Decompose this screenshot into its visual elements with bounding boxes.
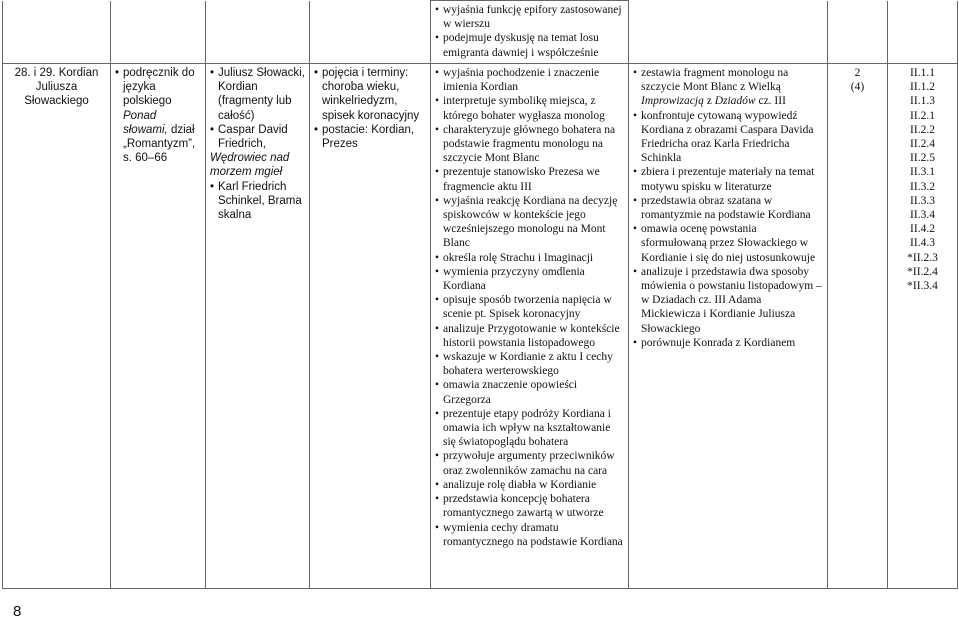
basic-objective-item: • omawia znaczenie opowieści Grzegorza (435, 378, 624, 406)
standard-code: *II.2.3 (907, 251, 938, 264)
standard-code: II.3.1 (910, 166, 935, 179)
hours-extra: (4) (850, 81, 865, 94)
standard-code: II.2.1 (910, 109, 935, 122)
extended-objective-item: • porównuje Konrada z Kordianem (633, 336, 823, 350)
textbook-cell (111, 64, 206, 589)
basic-objective-item: • analizuje rolę diabła w Kordianie (435, 478, 624, 492)
continued-row (3, 1, 958, 64)
standard-code: II.2.5 (910, 152, 935, 165)
extended-objective-item: • omawia ocenę powstania sformułowaną przez Słowackiego w Kordianie i się do niej ustosunkowuje (633, 222, 823, 265)
basic-objective-item: • analizuje Przygotowanie w kontekście historii powstania listopadowego (435, 322, 624, 350)
standard-code: II.3.4 (910, 209, 935, 222)
terms-cell (310, 64, 431, 589)
objective-item: • wyjaśnia funkcję epifory zastosowanej w wierszu (435, 3, 624, 31)
term-item: • pojęcia i terminy: choroba wieku, winkelriedyzm, spisek koronacyjny (314, 66, 426, 123)
basic-objective-item: • wyjaśnia reakcję Kordiana na decyzję spiskowców w kontekście jego wcześniejszego monologu na Mont Blanc (435, 194, 624, 251)
extended-objective-item: • analizuje i przedstawia dwa sposoby mówienia o powstaniu listopadowym – w Dziadach cz. III Adama Mickiewicza i Kordianie Juliusza Słowackiego (633, 265, 823, 336)
lesson-title: 28. i 29. Kordian Juliusza Słowackiego (14, 67, 99, 108)
basic-objective-item: • interpretuje symbolikę miejsca, z którego bohater wygłasza monolog (435, 94, 624, 122)
standard-code: II.1.2 (910, 81, 935, 94)
text-item: Wędrowiec nad morzem mgieł (210, 152, 290, 179)
basic-objective-item: • prezentuje stanowisko Prezesa we fragmencie aktu III (435, 165, 624, 193)
basic-objective-item: • prezentuje etapy podróży Kordiana i omawia ich wpływ na kształtowanie się światopoglądu bohatera (435, 407, 624, 450)
continued-objectives-cell (431, 1, 629, 64)
basic-objective-item: • przywołuje argumenty przeciwników oraz zwolenników zamachu na cara (435, 449, 624, 477)
hours-cell (828, 64, 888, 589)
basic-objective-item: • wskazuje w Kordianie z aktu I cechy bohatera werterowskiego (435, 350, 624, 378)
basic-objective-item: • wymienia przyczyny omdlenia Kordiana (435, 265, 624, 293)
text-item: • Juliusz Słowacki, Kordian (fragmenty lub całość) (210, 66, 305, 123)
standard-code: II.2.4 (910, 138, 935, 151)
basic-objectives-cell (431, 64, 629, 589)
extended-objective-item: • przedstawia obraz szatana w romantyzmie na podstawie Kordiana (633, 194, 823, 222)
standards-cell (888, 64, 958, 589)
term-item: • postacie: Kordian, Prezes (314, 123, 426, 151)
text-item: • Caspar David Friedrich, (210, 123, 305, 151)
objective-item: • podejmuje dyskusję na temat losu emigranta dawniej i współcześnie (435, 31, 624, 59)
extended-objectives-cell (629, 64, 828, 589)
standard-code: II.3.2 (910, 180, 935, 193)
standard-code: II.1.3 (910, 95, 935, 108)
standard-code: II.4.2 (910, 223, 935, 236)
extended-objective-item: • zestawia fragment monologu na szczycie Mont Blanc z Wielką Improwizacją z Dziadów cz. III (633, 66, 823, 109)
lesson-number-cell (3, 64, 111, 589)
curriculum-table (2, 0, 958, 589)
standard-code: II.1.1 (910, 67, 935, 79)
extended-objective-item: • zbiera i prezentuje materiały na temat motywu spisku w literaturze (633, 165, 823, 193)
textbook-ref: • podręcznik do języka polskiego Ponad słowami, dział „Romantyzm”, s. 60‒66 (115, 66, 201, 165)
texts-cell (206, 64, 310, 589)
hours-main: 2 (854, 67, 861, 79)
standard-code: *II.3.4 (907, 280, 938, 293)
basic-objective-item: • przedstawia koncepcję bohatera romantycznego zawartą w utworze (435, 492, 624, 520)
basic-objective-item: • wyjaśnia pochodzenie i znaczenie imienia Kordian (435, 66, 624, 94)
basic-objective-item: • wymienia cechy dramatu romantycznego na podstawie Kordiana (435, 521, 624, 549)
standard-code: *II.2.4 (907, 265, 938, 278)
standard-code: II.3.3 (910, 194, 935, 207)
extended-objective-item: • konfrontuje cytowaną wypowiedź Kordiana z obrazami Caspara Davida Friedricha oraz Karla Friedricha Schinkla (633, 109, 823, 166)
standard-code: II.4.3 (910, 237, 935, 250)
lesson-row (3, 64, 958, 589)
standard-code: II.2.2 (910, 123, 935, 136)
page-number: 8 (13, 603, 22, 620)
text-item: • Karl Friedrich Schinkel, Brama skalna (210, 180, 305, 223)
basic-objective-item: • opisuje sposób tworzenia napięcia w scenie pt. Spisek koronacyjny (435, 293, 624, 321)
basic-objective-item: • charakteryzuje głównego bohatera na podstawie fragmentu monologu na szczycie Mont Blanc (435, 123, 624, 166)
basic-objective-item: • określa rolę Strachu i Imaginacji (435, 251, 624, 265)
